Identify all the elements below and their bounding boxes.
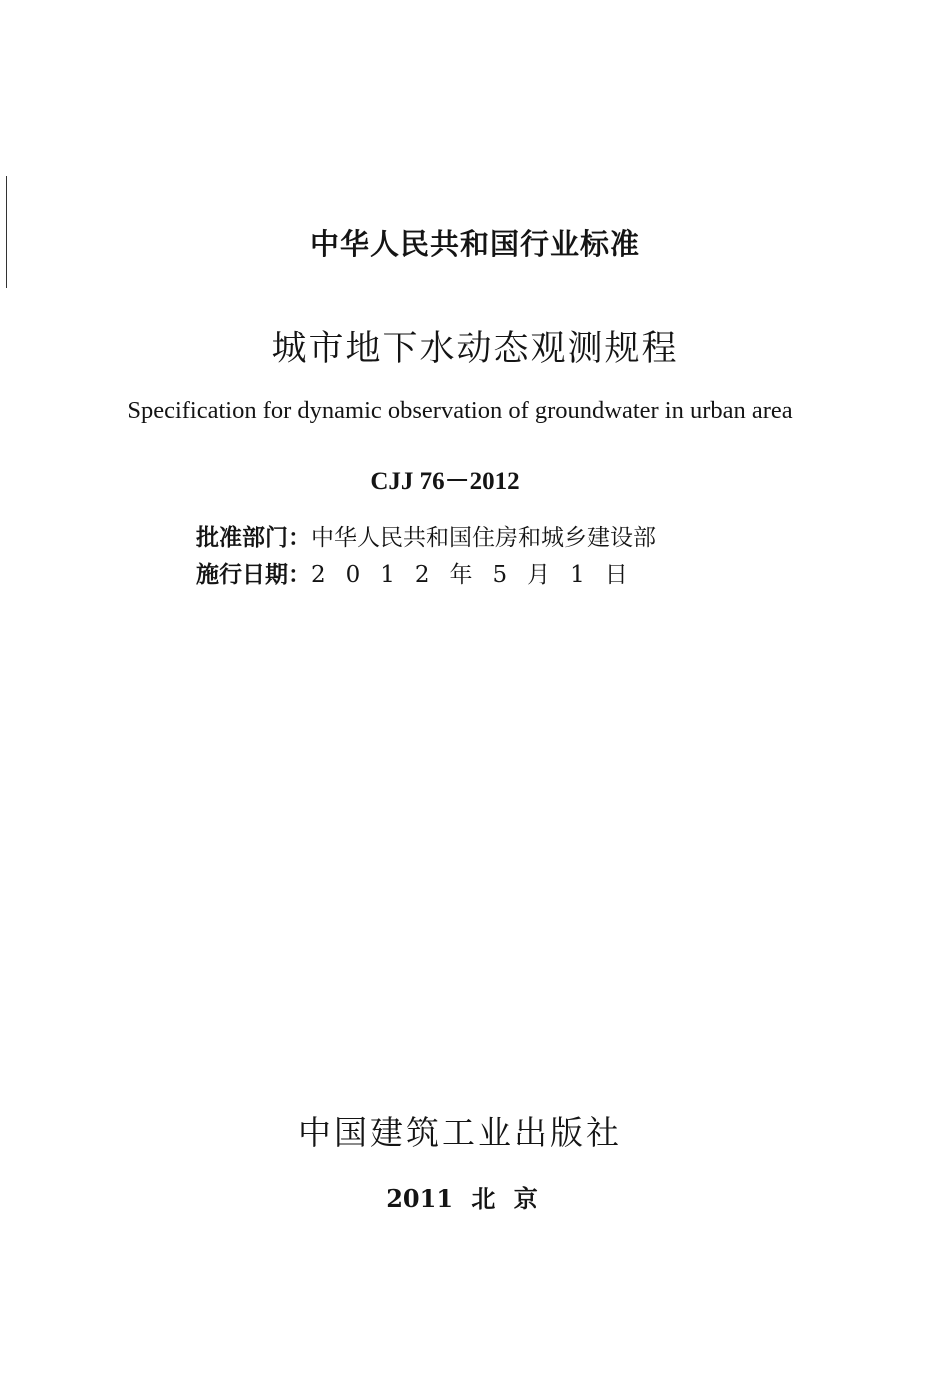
- standard-category: 中华人民共和国行业标准: [309, 227, 640, 261]
- title-en: Specification for dynamic observation of groundwater in urban area: [127, 397, 793, 424]
- approval-label: 批准部门：: [196, 525, 311, 551]
- approval-value: 中华人民共和国住房和城乡建设部: [311, 525, 656, 551]
- effective-date-value: 2012年5月1日: [311, 562, 648, 588]
- standard-code: CJJ 76－2012: [370, 468, 520, 495]
- publication-year-place: 2011 北 京: [386, 1184, 538, 1213]
- title-zh: 城市地下水动态观测规程: [271, 329, 679, 369]
- effective-date-label: 施行日期：: [196, 562, 311, 588]
- effective-date-line: [196, 556, 648, 589]
- approval-line: [196, 519, 656, 552]
- publisher: 中国建筑工业出版社: [298, 1113, 622, 1152]
